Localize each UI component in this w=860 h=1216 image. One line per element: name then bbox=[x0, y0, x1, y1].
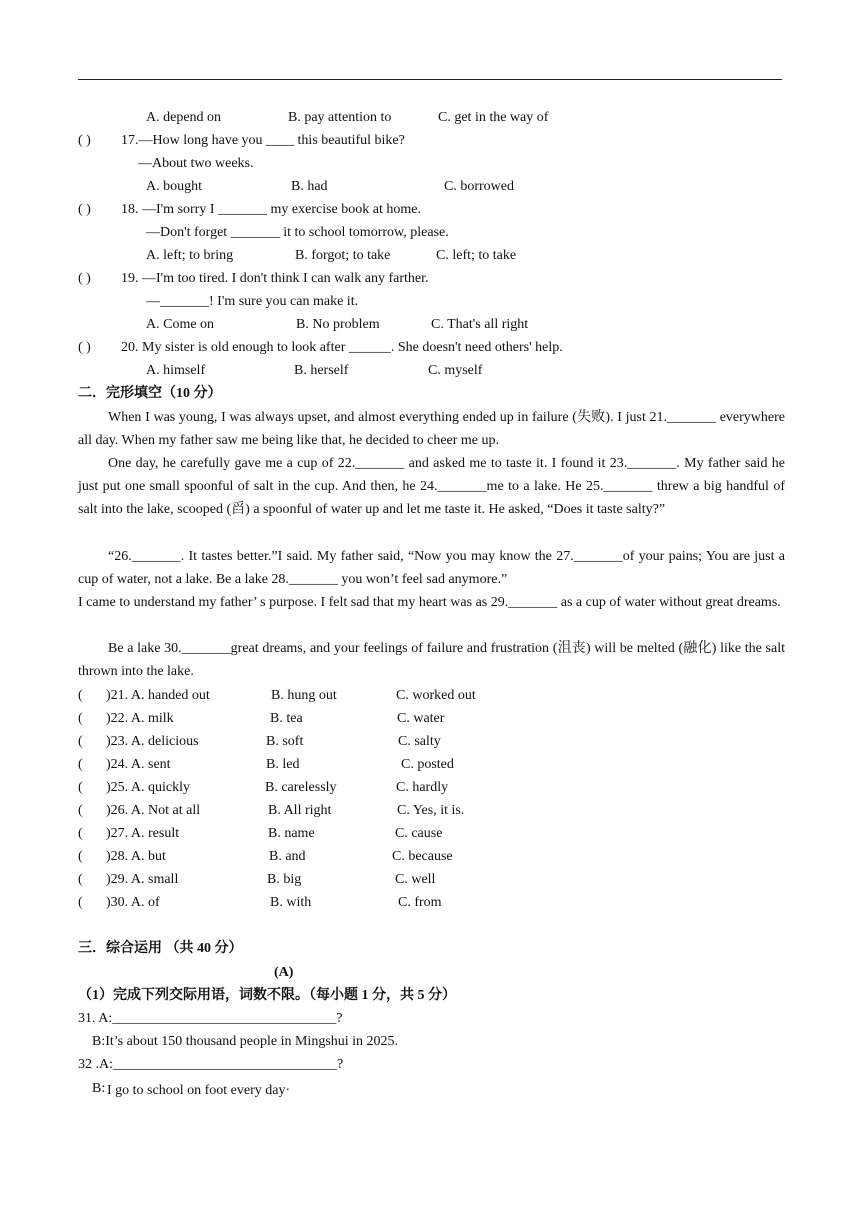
cloze-30-option-b: B. with bbox=[270, 895, 312, 910]
q19-option-a: A. Come on bbox=[146, 317, 215, 332]
q18-stem: 18. —I'm sorry I _______ my exercise book at home. bbox=[121, 202, 421, 217]
q18-option-c: C. left; to take bbox=[436, 248, 517, 263]
cloze-22-option-c: C. water bbox=[397, 711, 445, 726]
cloze-30-option-a: )30. A. of bbox=[106, 895, 160, 910]
q18-paren: ( ) bbox=[78, 202, 91, 217]
passage-p5-text: Be a lake 30._______great dreams, and your feelings of failure and frustration (沮丧) will be melted (融化) like the salt thrown into the lake. bbox=[78, 641, 785, 679]
cloze-21-option-a: )21. A. handed out bbox=[106, 688, 210, 703]
cloze-24-paren: ( bbox=[78, 757, 83, 772]
cloze-28-option-c: C. because bbox=[392, 849, 453, 864]
passage-p4-text: I came to understand my father’ s purpose. I felt sad that my heart was as 29._______ as a cup of water without great dreams. bbox=[78, 595, 781, 610]
q17-option-a: A. bought bbox=[146, 179, 202, 194]
q17-reply: —About two weeks. bbox=[138, 156, 254, 171]
q31-answer: B:It’s about 150 thousand people in Mingshui in 2025. bbox=[92, 1034, 399, 1049]
cloze-25-paren: ( bbox=[78, 780, 83, 795]
cloze-24-option-a: )24. A. sent bbox=[106, 757, 171, 772]
cloze-29-paren: ( bbox=[78, 872, 83, 887]
cloze-21-paren: ( bbox=[78, 688, 83, 703]
section2-heading: 二．完形填空（10 分） bbox=[78, 386, 222, 401]
cloze-27-option-c: C. cause bbox=[395, 826, 443, 841]
q19-option-b: B. No problem bbox=[296, 317, 380, 332]
section3-instructions: （1）完成下列交际用语，词数不限。（每小题 1 分，共 5 分） bbox=[78, 988, 456, 1003]
cloze-26-option-c: C. Yes, it is. bbox=[397, 803, 465, 818]
cloze-26-option-a: )26. A. Not at all bbox=[106, 803, 201, 818]
q31-question: 31. A:________________________________? bbox=[78, 1011, 343, 1026]
passage-paragraph-4 bbox=[78, 591, 785, 614]
q20-stem: 20. My sister is old enough to look after ______. She doesn't need others' help. bbox=[121, 340, 563, 355]
cloze-29-option-b: B. big bbox=[267, 872, 302, 887]
passage-paragraph-5 bbox=[78, 637, 785, 683]
cloze-22-option-b: B. tea bbox=[270, 711, 303, 726]
passage-paragraph-2 bbox=[78, 452, 785, 521]
section3-subheading: (A) bbox=[274, 965, 294, 980]
q16-option-c: C. get in the way of bbox=[438, 110, 549, 125]
cloze-26-paren: ( bbox=[78, 803, 83, 818]
cloze-23-paren: ( bbox=[78, 734, 83, 749]
cloze-27-option-b: B. name bbox=[268, 826, 315, 841]
cloze-28-paren: ( bbox=[78, 849, 83, 864]
passage-paragraph-3 bbox=[78, 545, 785, 591]
cloze-30-paren: ( bbox=[78, 895, 83, 910]
q20-option-a: A. himself bbox=[146, 363, 206, 378]
q17-option-c: C. borrowed bbox=[444, 179, 514, 194]
cloze-25-option-b: B. carelessly bbox=[265, 780, 337, 795]
q20-paren: ( ) bbox=[78, 340, 91, 355]
cloze-28-option-a: )28. A. but bbox=[106, 849, 166, 864]
passage-p1-text: When I was young, I was always upset, and almost everything ended up in failure (失败). I just 21._______ everywhere all day. When my father saw me being like that, he decided to cheer me up. bbox=[78, 410, 785, 448]
passage-paragraph-1 bbox=[78, 406, 785, 452]
cloze-23-option-a: )23. A. delicious bbox=[106, 734, 199, 749]
cloze-30-option-c: C. from bbox=[398, 895, 442, 910]
q32-answer-text: I go to school on foot every day· bbox=[107, 1083, 291, 1098]
q16-option-a: A. depend on bbox=[146, 110, 222, 125]
cloze-21-option-b: B. hung out bbox=[271, 688, 337, 703]
q17-stem: 17.—How long have you ____ this beautiful bike? bbox=[121, 133, 405, 148]
passage-p2-text: One day, he carefully gave me a cup of 22._______ and asked me to taste it. I found it 23._______. My father said he just put one small spoonful of salt in the cup. And then, he 24._______me to a lake. He 25._______ threw a big handful of salt into the lake, scooped (舀) a spoonful of water up and let me taste it. He asked, “Does it taste salty?” bbox=[78, 456, 785, 517]
cloze-21-option-c: C. worked out bbox=[396, 688, 476, 703]
cloze-24-option-b: B. led bbox=[266, 757, 300, 772]
q19-option-c: C. That's all right bbox=[431, 317, 529, 332]
q19-stem: 19. —I'm too tired. I don't think I can walk any farther. bbox=[121, 271, 429, 286]
cloze-24-option-c: C. posted bbox=[401, 757, 454, 772]
cloze-23-option-c: C. salty bbox=[398, 734, 441, 749]
cloze-27-paren: ( bbox=[78, 826, 83, 841]
cloze-28-option-b: B. and bbox=[269, 849, 306, 864]
q16-option-b: B. pay attention to bbox=[288, 110, 392, 125]
q18-option-a: A. left; to bring bbox=[146, 248, 234, 263]
cloze-26-option-b: B. All right bbox=[268, 803, 332, 818]
q17-paren: ( ) bbox=[78, 133, 91, 148]
cloze-27-option-a: )27. A. result bbox=[106, 826, 180, 841]
cloze-25-option-a: )25. A. quickly bbox=[106, 780, 190, 795]
q18-option-b: B. forgot; to take bbox=[295, 248, 391, 263]
cloze-22-option-a: )22. A. milk bbox=[106, 711, 174, 726]
cloze-29-option-c: C. well bbox=[395, 872, 436, 887]
q19-reply: —_______! I'm sure you can make it. bbox=[146, 294, 359, 309]
cloze-22-paren: ( bbox=[78, 711, 83, 726]
q19-paren: ( ) bbox=[78, 271, 91, 286]
passage-p3-text: “26._______. It tastes better.”I said. My father said, “Now you may know the 27._______of your pains; You are just a cup of water, not a lake. Be a lake 28._______ you won’t feel sad anymore.” bbox=[78, 549, 785, 587]
cloze-29-option-a: )29. A. small bbox=[106, 872, 179, 887]
q20-option-c: C. myself bbox=[428, 363, 483, 378]
section3-heading: 三．综合运用 （共 40 分） bbox=[78, 941, 243, 956]
header-rule bbox=[78, 79, 782, 80]
q20-option-b: B. herself bbox=[294, 363, 349, 378]
q32-question: 32 .A:________________________________? bbox=[78, 1057, 344, 1072]
cloze-25-option-c: C. hardly bbox=[396, 780, 449, 795]
q32-answer-label: B: bbox=[92, 1081, 106, 1096]
q18-reply: —Don't forget _______ it to school tomorrow, please. bbox=[146, 225, 449, 240]
q17-option-b: B. had bbox=[291, 179, 328, 194]
cloze-23-option-b: B. soft bbox=[266, 734, 304, 749]
